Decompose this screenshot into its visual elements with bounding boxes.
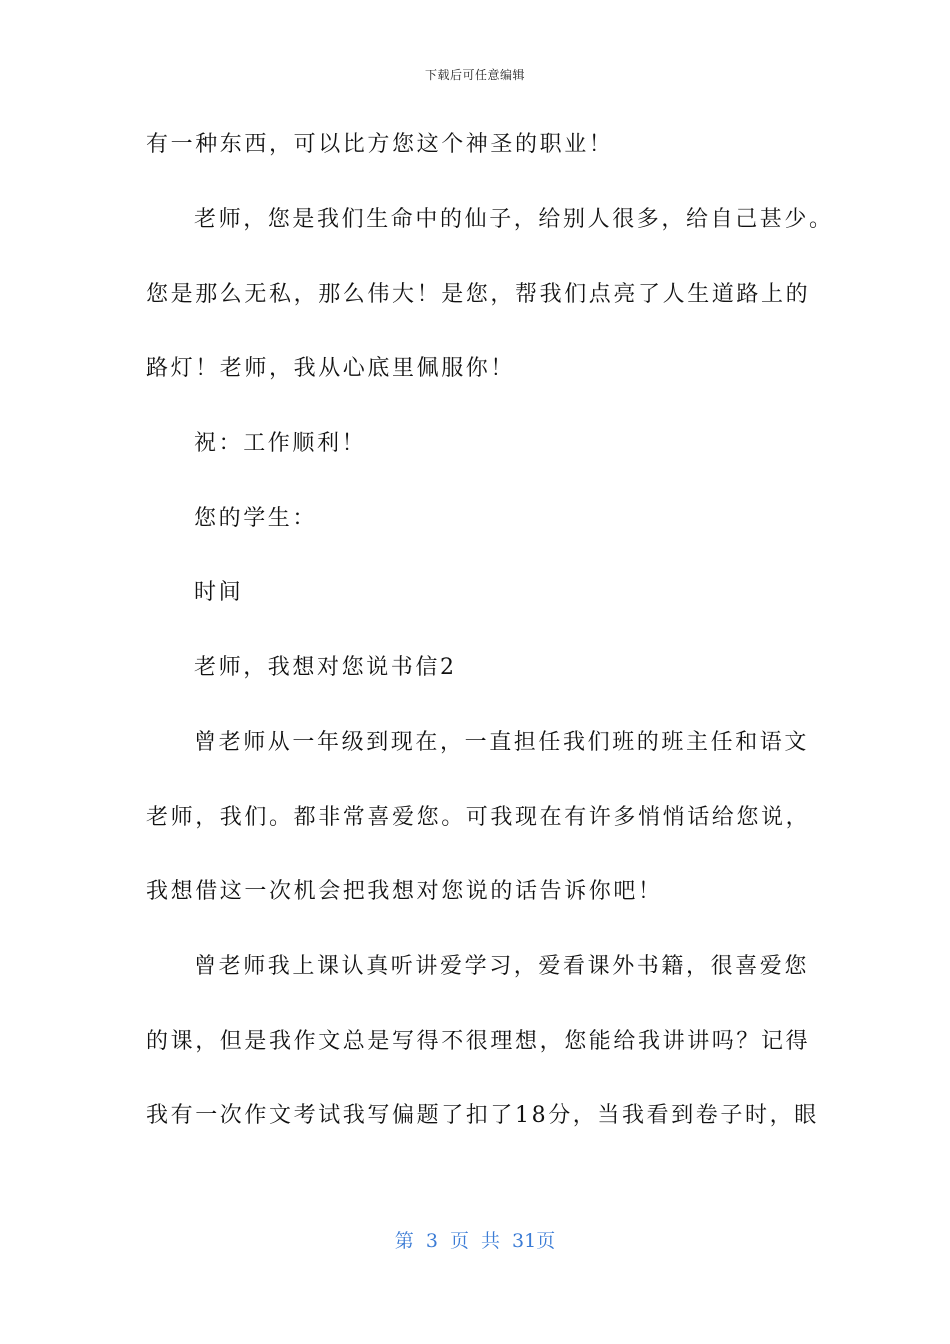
text-line-1: 有一种东西，可以比方您这个神圣的职业！ xyxy=(146,132,614,157)
text-line-10: 老师，我们。都非常喜爱您。可我现在有许多悄悄话给您说， xyxy=(146,805,811,830)
text-line-6: 您的学生： xyxy=(194,506,318,531)
text-line-14: 我有一次作文考试我写偏题了扣了18分，当我看到卷子时，眼 xyxy=(146,1103,819,1128)
text-line-9: 曾老师从一年级到现在，一直担任我们班的班主任和语文 xyxy=(194,730,810,755)
text-line-4: 路灯！老师，我从心底里佩服你！ xyxy=(146,356,516,381)
text-line-3: 您是那么无私，那么伟大！是您，帮我们点亮了人生道路上的 xyxy=(146,282,811,307)
page-header: 下载后可任意编辑 xyxy=(424,68,525,82)
text-line-2: 老师，您是我们生命中的仙子，给别人很多，给自己甚少。 xyxy=(194,207,834,232)
text-line-12: 曾老师我上课认真听讲爱学习，爱看课外书籍，很喜爱您 xyxy=(194,954,810,979)
text-line-7: 时间 xyxy=(194,580,244,605)
section-title: 老师，我想对您说书信2 xyxy=(194,655,457,680)
text-line-13: 的课，但是我作文总是写得不很理想，您能给我讲讲吗？记得 xyxy=(146,1029,811,1054)
page-number-footer: 第 3 页 共 31页 xyxy=(394,1230,556,1252)
text-line-11: 我想借这一次机会把我想对您说的话告诉你吧！ xyxy=(146,879,663,904)
text-line-5: 祝：工作顺利！ xyxy=(194,431,367,456)
